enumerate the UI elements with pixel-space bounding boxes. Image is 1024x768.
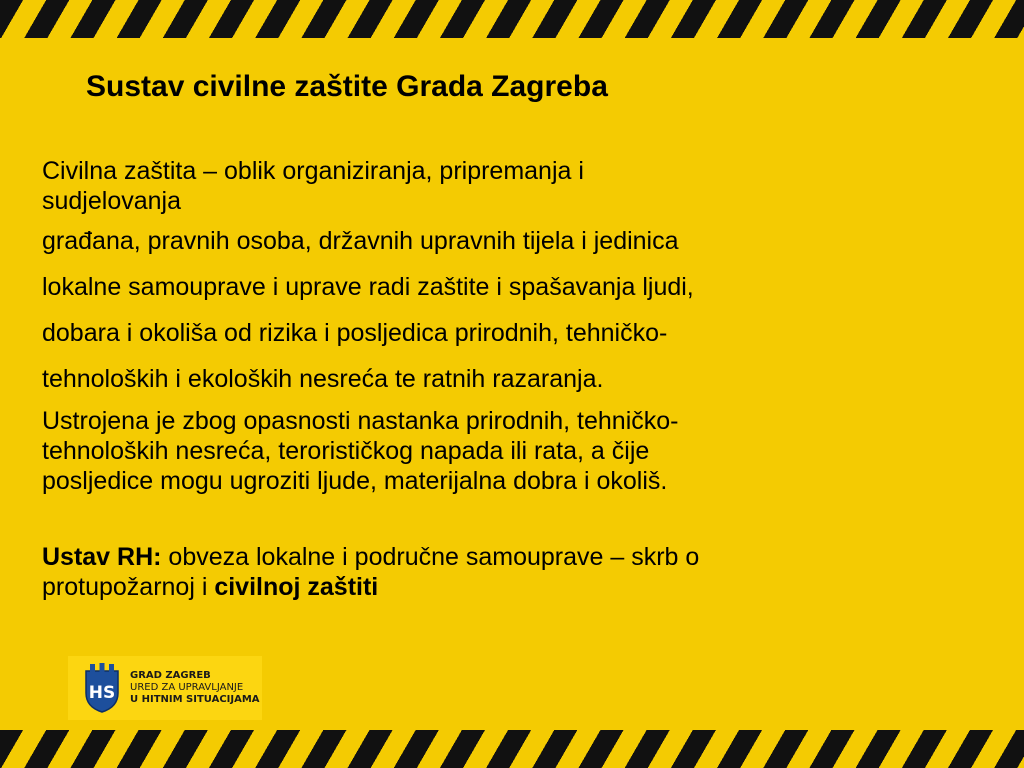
logo-line: URED ZA UPRAVLJANJE bbox=[130, 682, 244, 693]
logo-line: GRAD ZAGREB bbox=[130, 670, 211, 681]
body-line: sudjelovanja bbox=[42, 187, 181, 215]
body-line: lokalne samouprave i uprave radi zaštite i spašavanja ljudi, bbox=[42, 273, 694, 301]
ustav-text: obveza lokalne i područne samouprave – skrb o bbox=[161, 543, 700, 571]
body-line: Civilna zaštita – oblik organiziranja, pripremanja i bbox=[42, 157, 584, 185]
body-paragraph bbox=[42, 406, 972, 496]
logo-line: U HITNIM SITUACIJAMA bbox=[130, 694, 260, 705]
body-line: tehnoloških i ekoloških nesreća te ratnih razaranja. bbox=[42, 365, 604, 393]
slide-title: Sustav civilne zaštite Grada Zagreba bbox=[86, 70, 608, 103]
hazard-stripe-bottom bbox=[0, 730, 1024, 768]
logo-text bbox=[130, 670, 260, 706]
city-office-logo bbox=[68, 656, 262, 720]
ustav-emphasis: civilnoj zaštiti bbox=[214, 573, 379, 601]
body-line: tehnoloških nesreća, terorističkog napada ili rata, a čije bbox=[42, 437, 650, 465]
body-line: Ustrojena je zbog opasnosti nastanka prirodnih, tehničko- bbox=[42, 407, 679, 435]
body-line: dobara i okoliša od rizika i posljedica prirodnih, tehničko- bbox=[42, 319, 668, 347]
emblem-letters: HS bbox=[88, 683, 116, 703]
body-line: posljedice mogu ugroziti ljude, materijalna dobra i okoliš. bbox=[42, 467, 668, 495]
zagreb-shield-icon bbox=[84, 663, 120, 713]
ustav-paragraph bbox=[42, 542, 972, 602]
ustav-label: Ustav RH: bbox=[42, 543, 162, 571]
ustav-text: protupožarnoj i bbox=[42, 573, 215, 601]
slide-body bbox=[42, 156, 972, 602]
body-line: građana, pravnih osoba, državnih upravnih tijela i jedinica bbox=[42, 227, 679, 255]
hazard-stripe-top bbox=[0, 0, 1024, 38]
